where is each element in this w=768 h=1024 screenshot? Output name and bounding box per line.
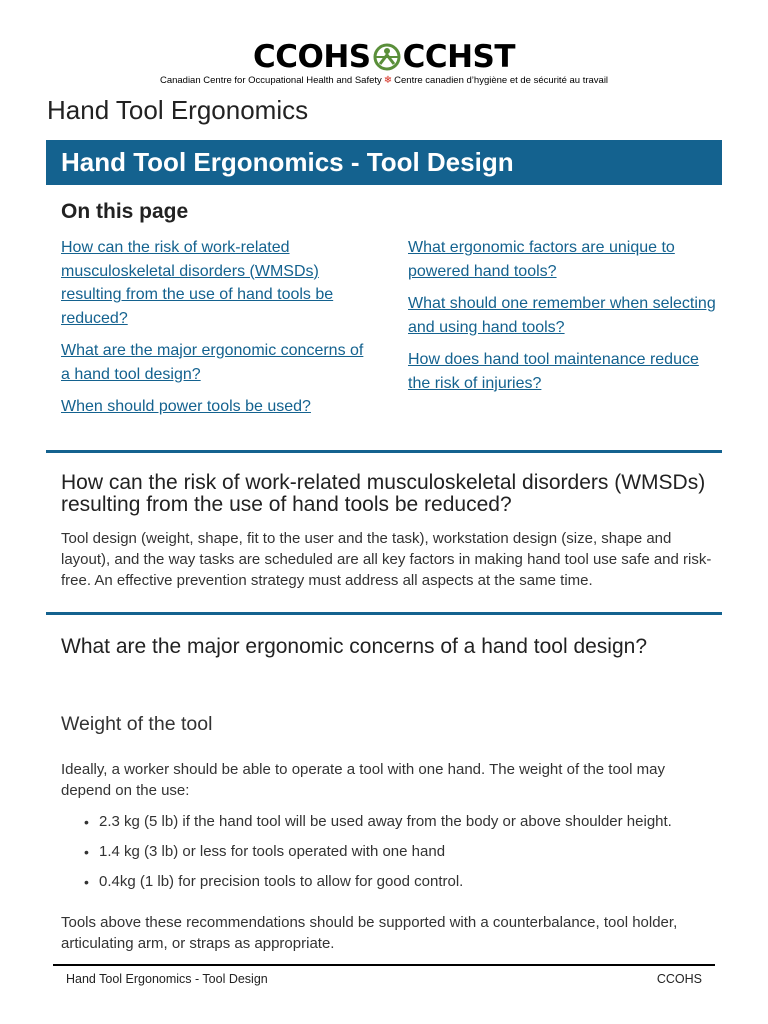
ccohs-emblem-icon	[372, 42, 402, 72]
toc-item	[408, 292, 718, 339]
toc-item	[408, 348, 718, 395]
toc-right-column	[408, 236, 718, 404]
logo-tagline-fr: Centre canadien d’hygiène et de sécurité au travail	[394, 75, 609, 86]
footer-org: CCOHS	[656, 972, 702, 986]
section-title-ergonomic-concerns: What are the major ergonomic concerns of a hand tool design?	[61, 635, 648, 658]
toc-link-reduce-risk[interactable]: How can the risk of work-related musculoskeletal disorders (WMSDs) resulting from the use of hand tools be reduced?	[61, 239, 334, 327]
toc-item	[61, 339, 371, 386]
logo-right-text: CCHST	[402, 39, 516, 75]
subsection-title-weight: Weight of the tool	[61, 713, 213, 735]
section-divider	[46, 612, 722, 615]
page-title: Hand Tool Ergonomics - Tool Design	[61, 147, 514, 177]
section-title-reduce-risk: How can the risk of work-related musculoskeletal disorders (WMSDs) resulting from the use of hand tools be reduced?	[61, 471, 706, 516]
toc-item	[408, 236, 718, 283]
logo-tagline	[0, 75, 768, 86]
toc-link-powered-factors[interactable]: What ergonomic factors are unique to powered hand tools?	[408, 239, 675, 280]
list-item: • 2.3 kg (5 lb) if the hand tool will be used away from the body or above shoulder height.	[61, 812, 711, 832]
toc-link-selecting-using[interactable]: What should one remember when selecting and using hand tools?	[408, 295, 716, 336]
weight-intro: Ideally, a worker should be able to operate a tool with one hand. The weight of the tool may depend on the use:	[61, 761, 665, 799]
list-item: • 1.4 kg (3 lb) or less for tools operated with one hand	[61, 842, 711, 862]
toc-left-column	[61, 236, 371, 428]
section-divider	[46, 450, 722, 453]
logo-wordmark	[253, 40, 515, 74]
toc-heading: On this page	[61, 200, 189, 223]
site-title: Hand Tool Ergonomics	[47, 95, 309, 125]
toc-item	[61, 236, 371, 330]
footer-divider	[53, 964, 715, 966]
logo-tagline-en: Canadian Centre for Occupational Health and Safety	[159, 75, 382, 86]
ccohs-logo	[0, 40, 768, 86]
list-item: • 0.4kg (1 lb) for precision tools to allow for good control.	[61, 872, 711, 892]
weight-list	[61, 812, 711, 902]
weight-outro: Tools above these recommendations should be supported with a counterbalance, tool holder, articulating arm, or straps as appropriate.	[61, 914, 678, 952]
footer-document-title: Hand Tool Ergonomics - Tool Design	[66, 972, 268, 986]
toc-link-power-tools[interactable]: When should power tools be used?	[61, 398, 311, 415]
toc-item	[61, 395, 371, 419]
logo-left-text: CCOHS	[252, 39, 371, 75]
toc-link-ergonomic-concerns[interactable]: What are the major ergonomic concerns of a hand tool design?	[61, 342, 364, 383]
maple-leaf-icon: ❄	[383, 75, 393, 86]
toc-link-maintenance[interactable]: How does hand tool maintenance reduce the risk of injuries?	[408, 351, 699, 392]
section-body-reduce-risk: Tool design (weight, shape, fit to the user and the task), workstation design (size, shape and layout), and the way tasks are scheduled are all key factors in making hand tool use safe and risk-free. An effective prevention strategy must address all aspects at the same time.	[61, 530, 712, 589]
page-title-banner	[46, 140, 722, 185]
